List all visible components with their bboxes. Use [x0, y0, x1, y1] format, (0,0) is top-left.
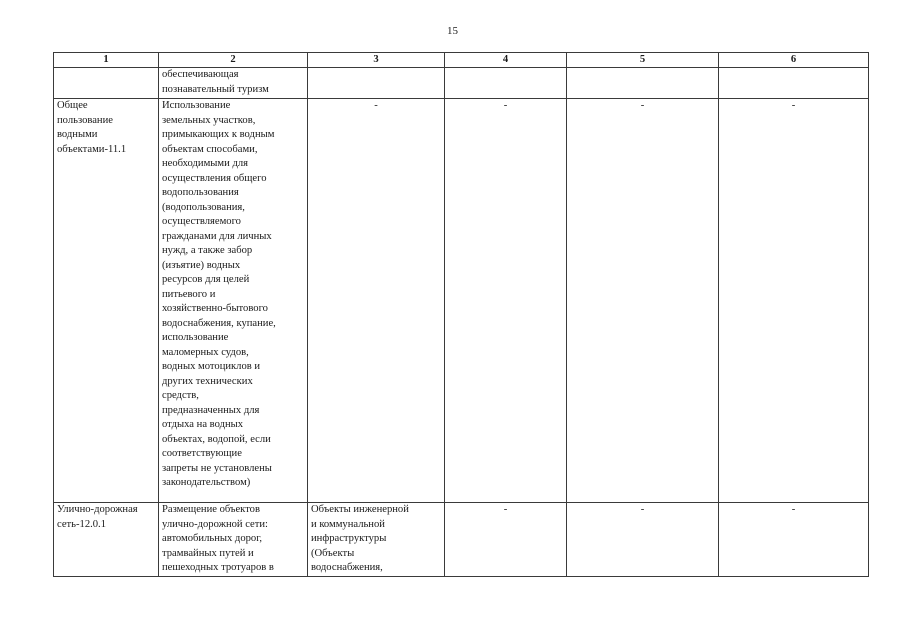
column-header-5: 5	[567, 53, 719, 68]
cell-description	[159, 68, 308, 99]
cell-description	[159, 503, 308, 577]
cell-col-6	[719, 99, 869, 503]
cell-text: -	[640, 100, 645, 111]
cell-col-4	[445, 99, 567, 503]
cell-text: -	[374, 100, 378, 111]
cell-col-6	[719, 68, 869, 99]
cell-objects	[308, 99, 445, 503]
column-header-2: 2	[159, 53, 308, 68]
cell-text: обеспечивающая познавательный туризм	[162, 69, 269, 95]
cell-text: -	[503, 504, 508, 515]
cell-text: Объекты инженерной и коммунальной инфраструктуры (Объекты водоснабжения,	[311, 504, 409, 573]
cell-text: Размещение объектов улично-дорожной сети: автомобильных дорог, трамвайных путей и пешеходных тротуаров в	[162, 504, 274, 573]
cell-description	[159, 99, 308, 503]
cell-text: Улично-дорожная сеть-12.0.1	[57, 504, 138, 530]
column-header-3: 3	[308, 53, 445, 68]
cell-text: Общее пользование водными объектами-11.1	[57, 100, 127, 155]
cell-col-4	[445, 68, 567, 99]
cell-text: -	[640, 504, 645, 515]
cell-col-5	[567, 503, 719, 577]
cell-col-6	[719, 503, 869, 577]
cell-objects	[308, 68, 445, 99]
column-header-4: 4	[445, 53, 567, 68]
page-number: 15	[447, 25, 458, 37]
cell-text: -	[503, 100, 508, 111]
header-row	[54, 53, 869, 68]
cell-text: Использование земельных участков, примыкающих к водным объектам способами, необходимыми для осуществления общего водопользования (водопользования, осуществляемого гражданами для личных нужд, а также забор (изъятие) водных ресурсов для целей питьевого и хозяйственно-бытового водоснабжения, купание, использование маломерных судов, водных мотоциклов и других технических средств, предназначенных для отдыха на водных объектах, водопой, если соответствующие запреты не установлены законодательством)	[162, 100, 276, 488]
cell-land-use-type	[54, 68, 159, 99]
table-row	[54, 99, 869, 503]
column-header-1: 1	[54, 53, 159, 68]
table-row	[54, 68, 869, 99]
cell-col-5	[567, 99, 719, 503]
cell-land-use-type	[54, 503, 159, 577]
cell-land-use-type	[54, 99, 159, 503]
cell-col-4	[445, 503, 567, 577]
cell-text: -	[791, 504, 796, 515]
cell-objects	[308, 503, 445, 577]
table-row	[54, 503, 869, 577]
cell-text: -	[791, 100, 796, 111]
regulations-table	[53, 52, 869, 577]
column-header-6: 6	[719, 53, 869, 68]
cell-col-5	[567, 68, 719, 99]
